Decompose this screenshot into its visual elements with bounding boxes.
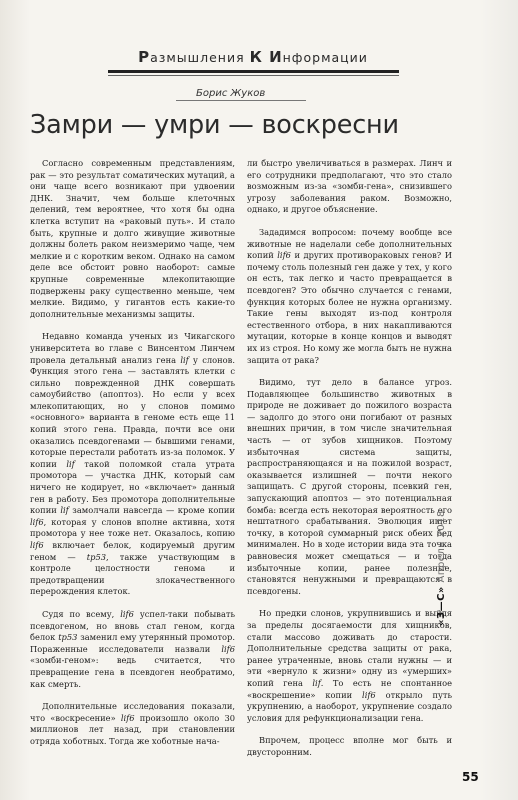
text-run: , которая у слонов вполне активна, хотя промотора у нее тоже нет. Оказалось, копию [30,516,235,539]
article-title: Замри — умри — воскресни [30,110,399,140]
text-run: Согласно современным представлениям, рак — это результат соматических мутаций, а они чаще всего возникают при удвоении ДНК. Значит, чем больше клеточных делений, тем вероятнее, что хотя бы одна клетка вступит на «раковый путь». И стало быть, крупные и долго живущие животные должны болеть раком неизмеримо чаще, чем мелкие и с коротким веком. Однако на самом деле все обстоит ровно наоборот: самые крупные современные млекопитающие подвержены раку существенно меньше, чем мелкие. Видимо, у гигантов есть какие-то дополнительные механизмы защиты. [30,158,235,319]
text-run: . То есть не спонтанное «воскрешение» копии [247,677,453,700]
text-run: Недавно команда ученых из Чикагского университета во главе с Винсентом Линчем провела детальный анализ гена [30,331,235,365]
gene-name: tp53 [86,551,106,562]
text-run: Зададимся вопросом: почему вообще все животные не наделали себе дополнительных копий [247,226,452,261]
author-name: Борис Жуков [196,88,266,99]
gene-name: lif6 [362,689,376,700]
section-rubric [108,48,398,66]
author-underline [176,100,306,101]
paragraph [30,609,235,690]
text-run: ли быстро увеличиваться в размерах. Линч и его сотрудники предполагают, что это стало возможным из-за «зомби-гена», снизившего угрозу заболевания раком. Возможно, однако, и другое объяснение. [247,158,452,215]
paragraph [247,608,452,724]
gene-name: lif6 [120,608,134,619]
text-run: успел-таки побывать псевдогеном, но вновь стал геном, когда белок [30,608,235,643]
gene-name: lif [312,677,321,688]
rubric-initial: И [269,48,283,66]
paragraph [247,227,452,366]
journal-issue-label [436,510,447,626]
text-run: Впрочем, процесс вполне мог быть и двусторонним. [247,735,452,757]
text-run: Но предки слонов, укрупнившись и выйдя за пределы досягаемости для хищников, стали массово доживать до старости. Дополнительные средства защиты от рака, ранее утраченные, вновь стали нужны — и эти «вернуло к жизни» одну из «умерших» копий гена [247,608,452,688]
rubric-word: азмышления [150,50,250,65]
article-column-right [247,158,452,759]
gene-name: lif6 [277,250,291,261]
article-column-left [30,158,235,748]
header-rule-thin [108,75,399,76]
rubric-word: нформации [282,50,368,65]
text-run: Дополнительные исследования показали, что «воскресение» [30,701,235,723]
gene-name: lif6 [221,643,235,654]
paragraph [247,735,452,758]
issue-date: Апрель 2018 [436,510,447,583]
paragraph [30,331,235,598]
text-run: «зомби-геном»: ведь считается, что превращение гена в псевдоген необратимо, как смерть. [30,655,235,689]
gene-name: tp53 [58,632,78,643]
page-number: 55 [462,770,479,784]
rubric-initial: Р [138,48,151,66]
text-run: Судя по всему, [42,608,121,619]
gene-name: lif6 [120,712,135,723]
header-rule [108,70,399,73]
paragraph [247,377,452,597]
gene-name: lif [66,458,75,469]
text-run: замолчали навсегда — кроме копии [68,505,235,516]
paragraph [30,158,235,320]
rubric-initial: К [249,48,270,66]
text-run: такой поломкой стала утрата промотора — участка ДНК, который сам ничего не кодирует, но «включает» данный ген в работу. Без промотора дополнительные копии [30,458,235,516]
gene-name: lif [180,354,189,365]
gene-name: lif6 [30,516,44,527]
text-run: заменил ему утерянный промотор. Пораженные исследователи назвали [30,632,236,654]
text-run: у слонов. Функция этого гена — заставлять клетки с сильно поврежденной ДНК совершать самоубийство (апоптоз). Но если у всех млекопитающих, но у слонов помимо «основного» варианта в геноме есть еще 11 копий этого гена. Правда, почти все они оказались псевдогенами — бывшими генами, которые перестали работать из-за поломок. У копии [30,354,235,469]
text-run: открыло путь укрупнению, а наоборот, укрупнение создало условия для рефункционализации гена. [247,689,452,723]
text-run: Видимо, тут дело в балансе угроз. Подавляющее большинство животных в природе не доживает до пожилого возраста — задолго до этого они погибают от разных внешних причин, в том числе значительная часть — от зубов хищников. Поэтому избыточная система защиты, распространяющаяся и на пожилой возраст, оказывается излишней — почти некого защищать. С другой стороны, псевкий ген, запускающий апоптоз — это потенциальная бомба: всегда есть некоторая вероятность его нештатного срабатывания. Эволюция ищет точку, в которой суммарный риск обеих бед минимален. Но в ходе истории вида эта точка равновесия может смещаться — и тогда избыточные копии, ранее полезные, становятся ненужными и превращаются в псевдогены. [247,377,452,596]
journal-name: «З—С» [436,586,447,626]
paragraph [247,158,452,216]
text-run: , также участвующим в контроле целостности генома и предотвращении злокачественного перерождения клеток. [30,551,235,597]
text-run: включает белок, кодируемый другим геном — [30,540,235,562]
gene-name: lif6 [30,540,44,550]
gene-name: lif [60,505,69,516]
paragraph [30,701,235,747]
text-run: и других противораковых генов? И почему столь полезный ген даже у тех, у кого он есть, так легко и часто превращается в псевдоген? Это обычно случается с генами, функция которых более не нужна организму. Такие гены выходят из-под контроля естественного отбора, в них накапливаются мутации, которые в конце концов и выводят их из строя. Но кому же могла быть не нужна защита от рака? [247,250,452,365]
text-run: произошло около 30 миллионов лет назад, при становлении отряда хоботных. Тогда же хоботные нача- [30,712,236,746]
